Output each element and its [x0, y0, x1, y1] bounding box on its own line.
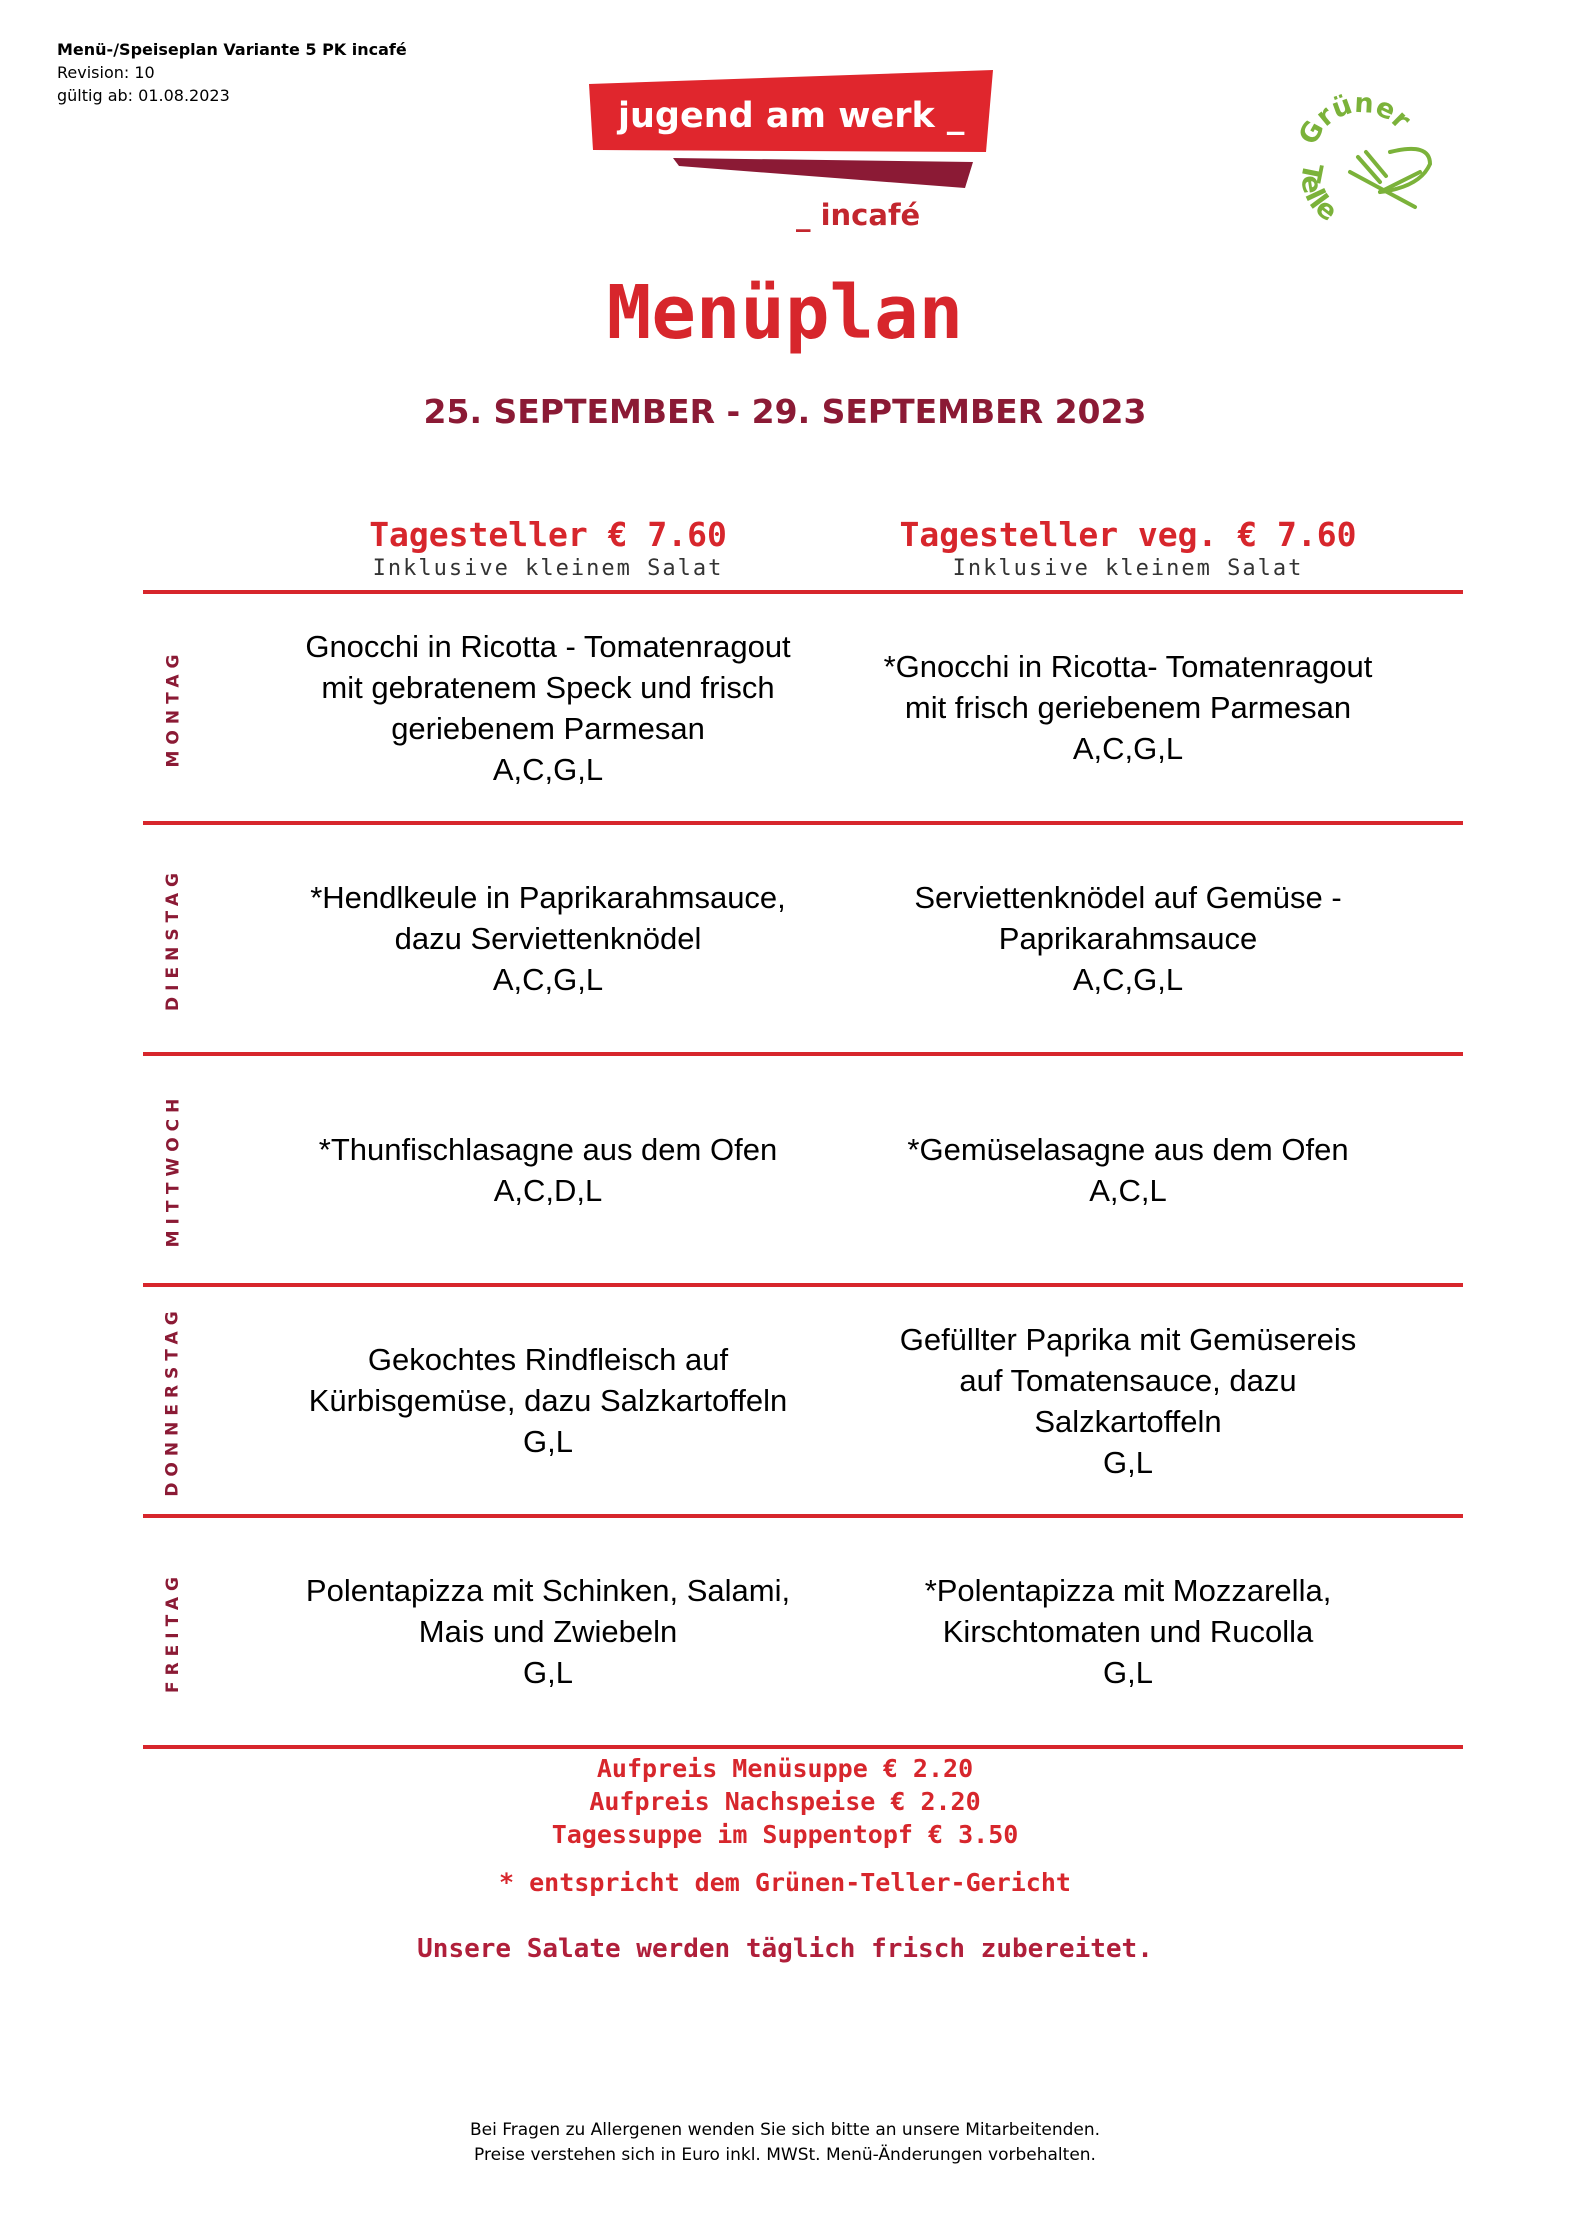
column-subtitle: Inklusive kleinem Salat	[952, 556, 1304, 581]
dish-cell	[268, 1056, 828, 1283]
dish-cell-veg	[848, 1287, 1408, 1514]
footer-line: Preise verstehen sich in Euro inkl. MWSt. Menü-Änderungen vorbehalten.	[474, 2145, 1096, 2165]
day-label	[143, 1287, 203, 1514]
dish-text: *Polentapizza mit Mozzarella, Kirschtomaten und Rucolla	[924, 1573, 1332, 1649]
allergens: G,L	[523, 1424, 573, 1459]
dish-cell	[268, 1287, 828, 1514]
dish-cell-veg	[848, 1056, 1408, 1283]
column-header-tagesteller-veg	[848, 515, 1408, 583]
allergens: A,C,D,L	[493, 1172, 603, 1208]
fork-knife-icon	[1350, 149, 1430, 207]
logo-name: jugend am werk _	[618, 96, 965, 136]
day-label	[143, 1518, 203, 1745]
menu-row-montag	[143, 590, 1463, 821]
dish-text: Serviettenknödel auf Gemüse - Paprikarahmsauce	[914, 880, 1342, 956]
day-label	[143, 825, 203, 1052]
column-subtitle: Inklusive kleinem Salat	[372, 556, 724, 581]
revision-label: Revision: 10	[57, 63, 155, 82]
salad-note: Unsere Salate werden täglich frisch zubereitet.	[417, 1934, 1153, 1964]
allergens: G,L	[1103, 1444, 1153, 1480]
allergens: A,C,G,L	[492, 751, 604, 787]
allergens: A,C,G,L	[1072, 731, 1184, 766]
footer-line: Bei Fragen zu Allergenen wenden Sie sich bitte an unsere Mitarbeitenden.	[469, 2120, 1101, 2140]
menu-row-dienstag	[143, 821, 1463, 1052]
allergens: G,L	[523, 1655, 573, 1690]
day-label-text: MITTWOCH	[163, 1092, 184, 1247]
valid-from-label: gültig ab: 01.08.2023	[57, 86, 230, 105]
logo-sub: _ incafé	[796, 198, 921, 232]
document-meta	[57, 38, 407, 107]
dish-text: *Thunfischlasagne aus dem Ofen	[318, 1131, 778, 1167]
gruener-teller-note: * entspricht dem Grünen-Teller-Gericht	[499, 1868, 1071, 1897]
day-label-text: MONTAG	[163, 648, 184, 767]
extra-item: Aufpreis Nachspeise € 2.20	[589, 1787, 981, 1816]
dish-cell	[268, 825, 828, 1052]
menu-row-donnerstag	[143, 1283, 1463, 1514]
extra-item: Tagessuppe im Suppentopf € 3.50	[551, 1820, 1019, 1849]
badge-text-top: Grüner	[1292, 92, 1417, 150]
extra-item: Aufpreis Menüsuppe € 2.20	[596, 1754, 974, 1783]
menu-row-mittwoch	[143, 1052, 1463, 1283]
dish-cell-veg	[848, 1518, 1408, 1745]
dish-cell-veg	[848, 825, 1408, 1052]
day-label-text: DONNERSTAG	[163, 1304, 184, 1497]
dish-text: *Gnocchi in Ricotta- Tomatenragout mit frisch geriebenem Parmesan	[883, 649, 1373, 725]
extras-list	[0, 1752, 1570, 1851]
menu-row-freitag	[143, 1514, 1463, 1749]
dish-text: Gekochtes Rindfleisch auf Kürbisgemüse, dazu Salzkartoffeln	[308, 1342, 788, 1418]
allergens: A,C,L	[1089, 1172, 1167, 1208]
dish-cell	[268, 1518, 828, 1745]
allergens: A,C,G,L	[492, 962, 604, 997]
dish-cell	[268, 594, 828, 821]
dish-text: Gnocchi in Ricotta - Tomatenragout mit gebratenem Speck und frisch geriebenem Parmesan	[305, 628, 791, 746]
day-label-text: DIENSTAG	[163, 866, 184, 1011]
day-label-text: FREITAG	[163, 1570, 183, 1693]
gruener-teller-badge	[1280, 92, 1445, 242]
allergens: A,C,G,L	[1072, 962, 1184, 997]
dish-text: *Gemüselasagne aus dem Ofen	[907, 1131, 1349, 1167]
day-label	[143, 594, 203, 821]
dish-text: Gefüllter Paprika mit Gemüsereis auf Tomatensauce, dazu Salzkartoffeln	[899, 1321, 1357, 1439]
day-label	[143, 1056, 203, 1283]
document-title: Menü-/Speiseplan Variante 5 PK incafé	[57, 40, 407, 59]
dish-text: Polentapizza mit Schinken, Salami, Mais und Zwiebeln	[305, 1573, 791, 1649]
jugend-am-werk-logo	[583, 70, 998, 245]
dish-cell-veg	[848, 594, 1408, 821]
date-range: 25. SEPTEMBER - 29. SEPTEMBER 2023	[423, 392, 1147, 431]
column-name: Tagesteller € 7.60	[369, 515, 727, 554]
column-header-tagesteller	[268, 515, 828, 583]
badge-text-left: Telle	[1294, 160, 1343, 228]
footer	[0, 2118, 1570, 2168]
menu-table	[143, 590, 1463, 1749]
dish-text: *Hendlkeule in Paprikarahmsauce, dazu Serviettenknödel	[310, 880, 786, 956]
column-name: Tagesteller veg. € 7.60	[899, 515, 1357, 554]
page-title: Menüplan	[606, 270, 964, 356]
allergens: G,L	[1103, 1655, 1153, 1690]
